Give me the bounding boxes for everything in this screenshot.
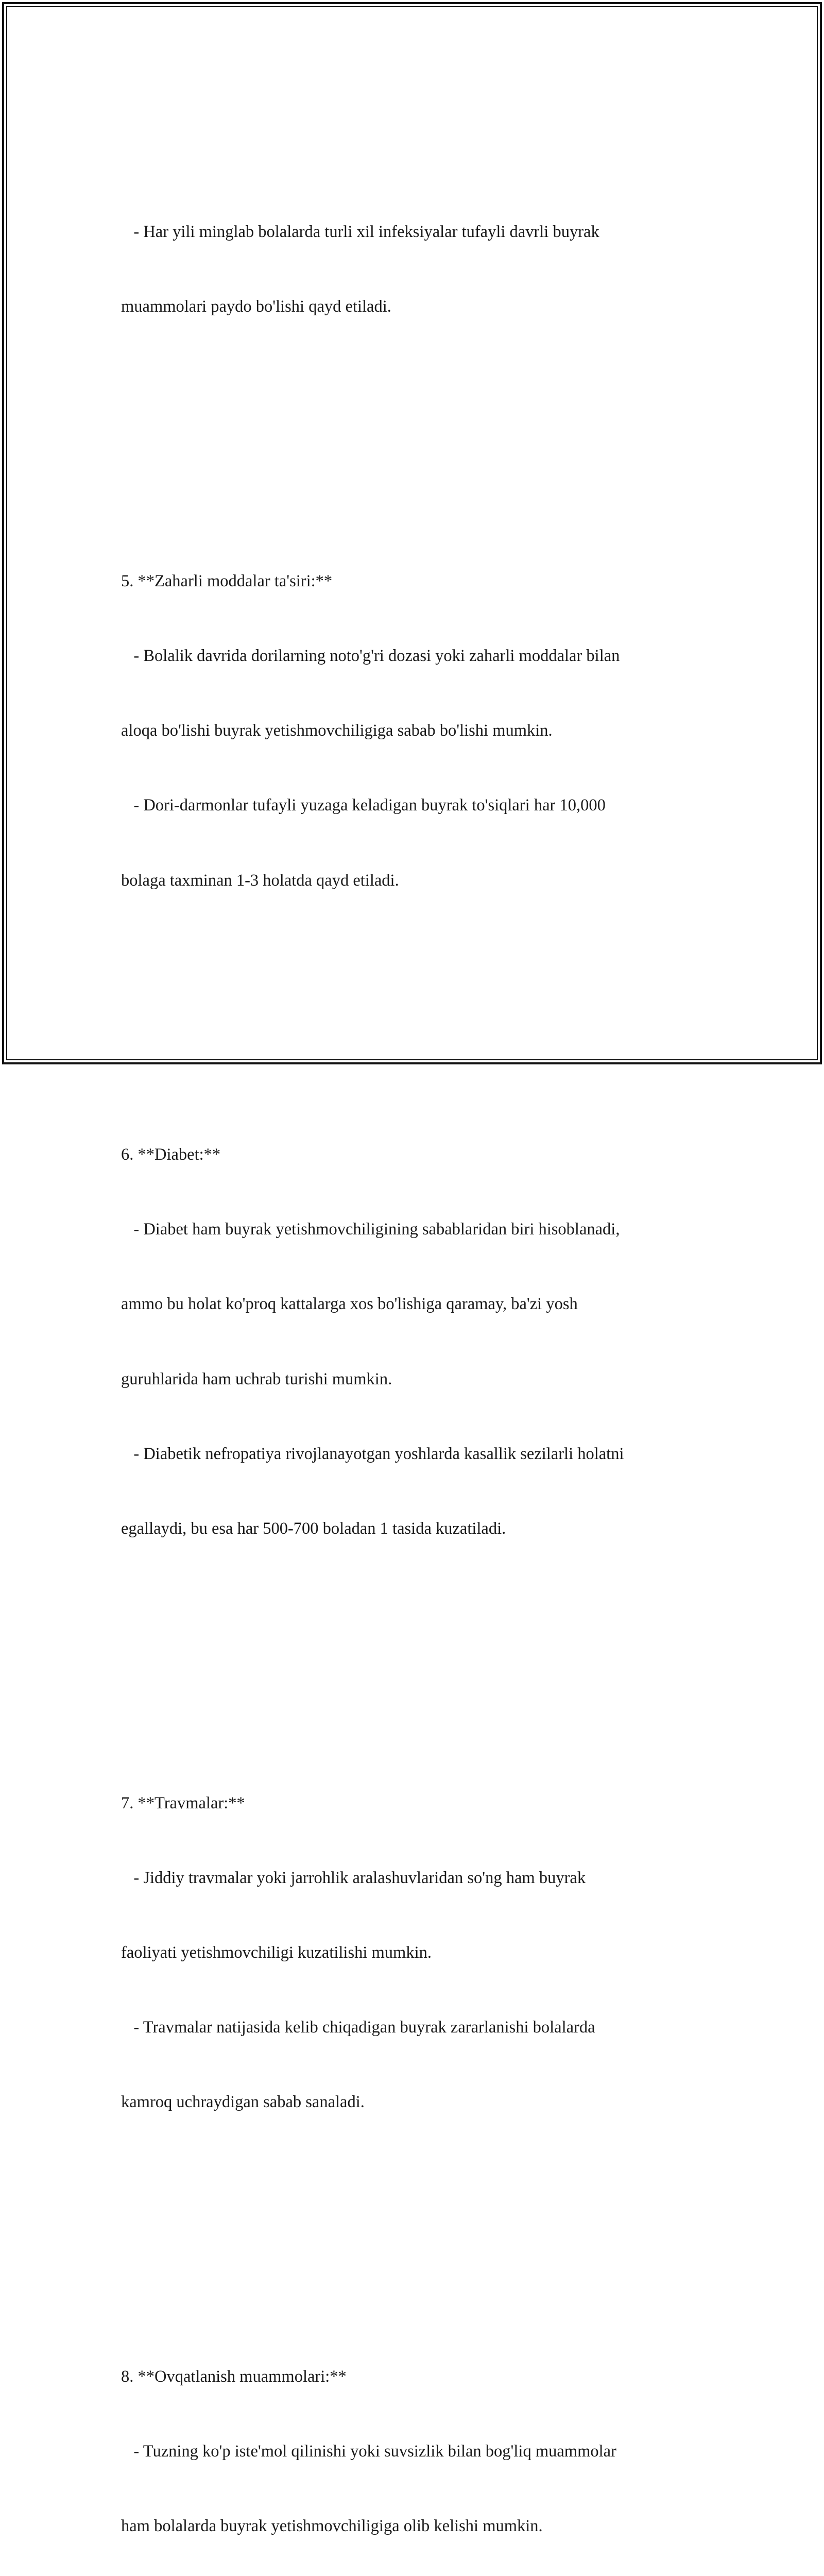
text-line: - Bolalik davrida dorilarning noto'g'ri dozasi yoki zaharli moddalar bilan [121,646,620,665]
text-line: - Diabetik nefropatiya rivojlanayotgan yoshlarda kasallik sezilarli holatni [121,1444,624,1463]
text-line: - Jiddiy travmalar yoki jarrohlik aralashuvlaridan so'ng ham buyrak [121,1868,586,1887]
section-toxic-substances [121,519,703,943]
paragraph-spacer [121,1641,703,1666]
section-diabetes [121,1092,703,1591]
document-body [121,95,703,2576]
text-line: ham bolalarda buyrak yetishmovchiligiga olib kelishi mumkin. [121,2517,543,2536]
section-nutrition [121,2314,703,2576]
paragraph-spacer [121,419,703,444]
text-line: kamroq uchraydigan sabab sanaladi. [121,2093,365,2112]
text-line: ammo bu holat ko'proq kattalarga xos bo'lishiga qaramay, ba'zi yosh [121,1295,578,1314]
text-line: guruhlarida ham uchrab turishi mumkin. [121,1369,392,1388]
text-line: - Har yili minglab bolalarda turli xil infeksiyalar tufayli davrli buyrak [121,223,599,242]
paragraph-spacer [121,993,703,1018]
section-heading: 8. **Ovqatlanish muammolari:** [121,2367,347,2386]
section-trauma [121,1741,703,2165]
section-heading: 7. **Travmalar:** [121,1793,245,1812]
text-line: egallaydi, bu esa har 500-700 boladan 1 tasida kuzatiladi. [121,1519,506,1538]
text-line: - Travmalar natijasida kelib chiqadigan buyrak zararlanishi bolalarda [121,2018,595,2037]
text-line: - Tuzning ko'p iste'mol qilinishi yoki suvsizlik bilan bog'liq muammolar [121,2442,616,2461]
text-line: - Dori-darmonlar tufayli yuzaga keladigan buyrak to'siqlari har 10,000 [121,796,606,815]
text-line: - Diabet ham buyrak yetishmovchiligining sabablaridan biri hisoblanadi, [121,1220,620,1239]
paragraph-spacer [121,2214,703,2239]
text-line: aloqa bo'lishi buyrak yetishmovchiligiga sabab bo'lishi mumkin. [121,721,553,740]
text-line: bolaga taxminan 1-3 holatda qayd etiladi. [121,871,399,890]
section-heading: 6. **Diabet:** [121,1145,221,1164]
paragraph-infection-continued [121,170,703,369]
section-heading: 5. **Zaharli moddalar ta'siri:** [121,571,333,590]
text-line: faoliyati yetishmovchiligi kuzatilishi mumkin. [121,1943,432,1962]
text-line: muammolari paydo bo'lishi qayd etiladi. [121,297,391,316]
